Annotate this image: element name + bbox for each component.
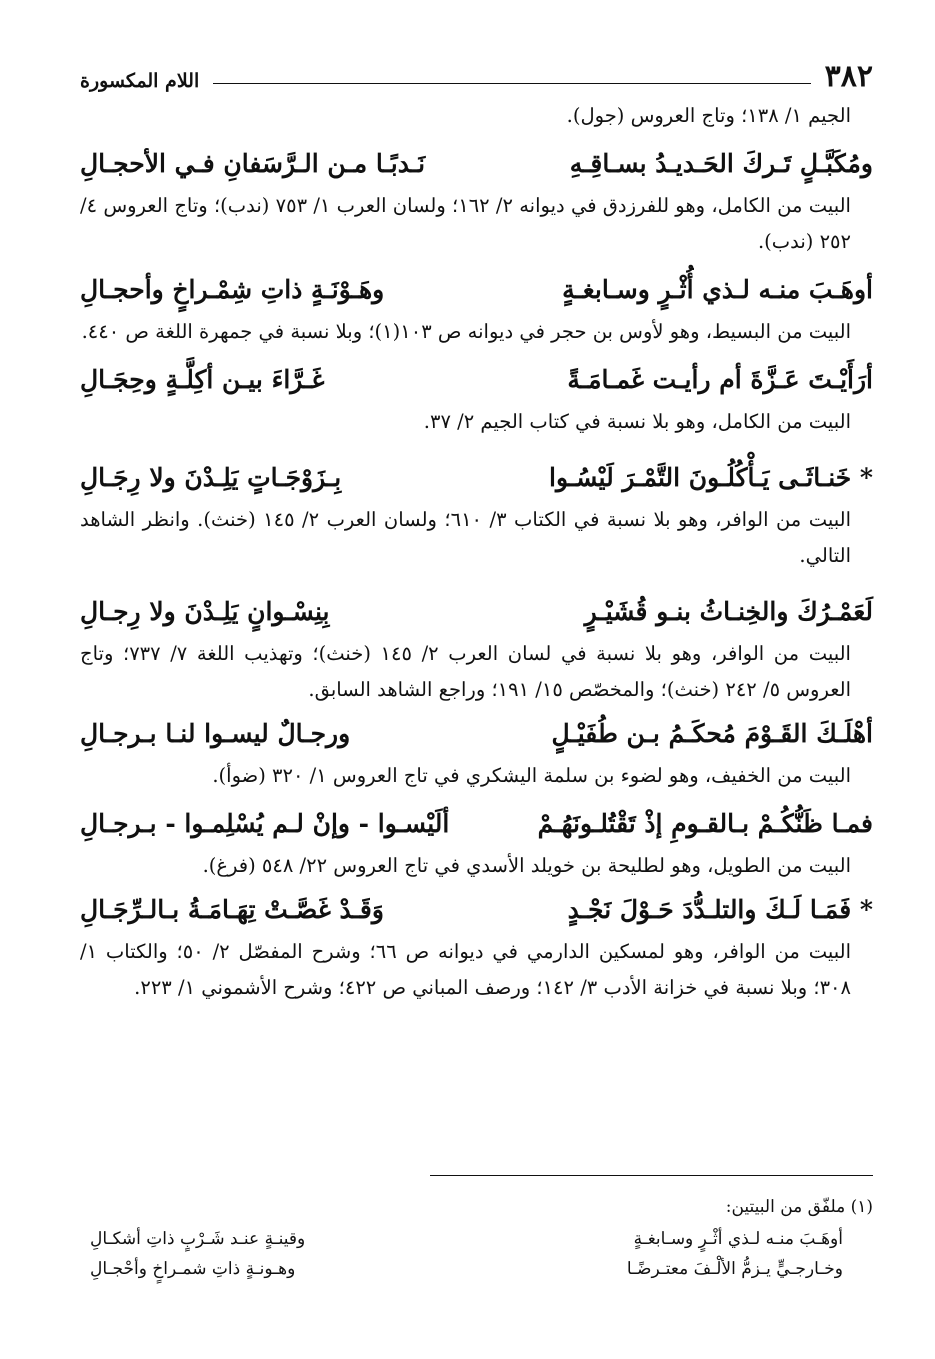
second-hemistich: وهَـوْنَـةٍ ذاتِ شِمْـراخٍ وأحجـالِ bbox=[80, 275, 385, 304]
page-header bbox=[80, 52, 873, 92]
second-hemistich: وَقَـدْ غَصَّـتْ تِهَـامَـةُ بـالـرِّجَـالِ bbox=[80, 895, 384, 924]
first-hemistich: أوهَـبَ منـه لـذي أثْـرٍ وسـابغـةٍ bbox=[633, 1229, 843, 1249]
first-hemistich: * خَنـاثَـى يَـأْكُلُـونَ التَّمْـرَ لَيْسُـوا bbox=[549, 463, 873, 492]
first-hemistich: وخـارجـيٍّ يـزمُّ الألْـفَ معتـرضًـا bbox=[626, 1259, 843, 1279]
second-hemistich: نَـدبًـا مـن الـرَّسَفانِ فـي الأحجـالِ bbox=[80, 149, 426, 178]
second-hemistich: بِنِسْـوانٍ يَلِـدْنَ ولا رِجـالِ bbox=[80, 597, 330, 626]
second-hemistich: وقينـةٍ عنـد شَـرْبٍ ذاتِ أشكـالِ bbox=[90, 1229, 306, 1249]
source-note: البيت من الوافر، وهو بلا نسبة في لسان العرب ٢/ ١٤٥ (خنث)؛ وتهذيب اللغة ٧/ ٧٣٧؛ وتاج العروس ٥/ ٢٤٢ (خنث)؛ والمخصّص ١٥/ ١٩١؛ وراجع الشاهد السابق. bbox=[80, 642, 851, 701]
book-page bbox=[80, 52, 873, 1359]
footnote-verse bbox=[80, 1224, 873, 1254]
second-hemistich: ورجـالٌ ليسـوا لنـا بـرجـالِ bbox=[80, 719, 351, 748]
header-rule bbox=[213, 83, 810, 84]
first-hemistich: أهْلَـكَ القَـوْمَ مُحكَـمُ بـن طُفَيْـلٍ bbox=[551, 719, 873, 748]
source-note: البيت من الوافر، وهو بلا نسبة في الكتاب ٣/ ٦١٠؛ ولسان العرب ٢/ ١٤٥ (خنث). وانظر الشاهد التالي. bbox=[80, 508, 851, 567]
first-hemistich: أوهَـبَ منـه لـذي أُثْـرٍ وسـابغـةٍ bbox=[562, 275, 873, 304]
second-hemistich: غَـرَّاءَ بيـن أكِلَّـةٍ وحِجَـالِ bbox=[80, 365, 325, 394]
first-hemistich: أرَأَيْـتَ عَـزَّةَ أم رأيـت غَمـامَـةً bbox=[567, 365, 873, 394]
source-note: البيت من الوافر، وهو لمسكين الدارمي في ديوانه ص ٦٦؛ وشرح المفصّل ٢/ ٥٠؛ والكتاب ١/ ٣٠٨؛ وبلا نسبة في خزانة الأدب ٣/ ١٤٢؛ ورصف المباني ص ٤٢٢؛ وشرح الأشموني ١/ ٢٢٣. bbox=[80, 940, 852, 999]
poetry-verse bbox=[80, 888, 873, 932]
first-hemistich: لَعَمْـرُكَ والخِنـاثُ بنـو قُشَيْـرٍ bbox=[584, 597, 873, 626]
poetry-verse bbox=[80, 142, 873, 186]
source-note: البيت من البسيط، وهو لأوس بن حجر في ديوانه ص ١٠٣(١)؛ وبلا نسبة في جمهرة اللغة ص ٤٤٠. bbox=[81, 320, 851, 343]
footnote-title: (١) ملفّق من البيتين: bbox=[725, 1197, 873, 1217]
footnote-verse bbox=[80, 1254, 873, 1284]
page-number: ٣٨٢ bbox=[824, 59, 873, 94]
running-title: اللام المكسورة bbox=[80, 70, 200, 92]
source-note: الجيم ١/ ١٣٨؛ وتاج العروس (جول). bbox=[566, 104, 851, 127]
poetry-verse bbox=[80, 358, 873, 402]
source-note: البيت من الكامل، وهو للفرزدق في ديوانه ٢/ ١٦٢؛ ولسان العرب ١/ ٧٥٣ (ندب)؛ وتاج العروس ٤/ ٢٥٢ (ندب). bbox=[80, 194, 851, 253]
second-hemistich: بِـزَوْجَـاتٍ يَلِـدْنَ ولا رِجَـالِ bbox=[80, 463, 342, 492]
first-hemistich: ومُكَبَّـلٍ تَـركَ الحَـديـدُ بسـاقِـهِ bbox=[569, 149, 873, 178]
footnote bbox=[80, 1192, 873, 1284]
poetry-verse bbox=[80, 268, 873, 312]
poetry-verse bbox=[80, 456, 873, 500]
source-note: البيت من الطويل، وهو لطليحة بن خويلد الأسدي في تاج العروس ٢٢/ ٥٤٨ (فرغ). bbox=[202, 854, 851, 877]
poetry-verse bbox=[80, 802, 873, 846]
poetry-verse bbox=[80, 712, 873, 756]
second-hemistich: وهـونـةٍ ذاتِ شمـراخٍ وأحْجـالِ bbox=[90, 1259, 296, 1279]
second-hemistich: ألَيْسـوا - وإنْ لـم يُسْلِمـوا - بـرجـالِ bbox=[80, 809, 450, 838]
source-note: البيت من الخفيف، وهو لضوء بن سلمة اليشكري في تاج العروس ١/ ٣٢٠ (ضوأ). bbox=[212, 764, 851, 787]
source-note: البيت من الكامل، وهو بلا نسبة في كتاب الجيم ٢/ ٣٧. bbox=[423, 410, 851, 433]
footnote-rule bbox=[430, 1175, 873, 1176]
poetry-verse bbox=[80, 590, 873, 634]
first-hemistich: فمـا ظَنُّكُـمْ بـالقـومِ إذْ تَقْتُلـونَهُـمْ bbox=[537, 809, 873, 838]
page-body bbox=[80, 98, 873, 1006]
first-hemistich: * فَمَـا لَـكَ والتلـدُّدَ حَـوْلَ نَجْـدٍ bbox=[567, 895, 873, 924]
